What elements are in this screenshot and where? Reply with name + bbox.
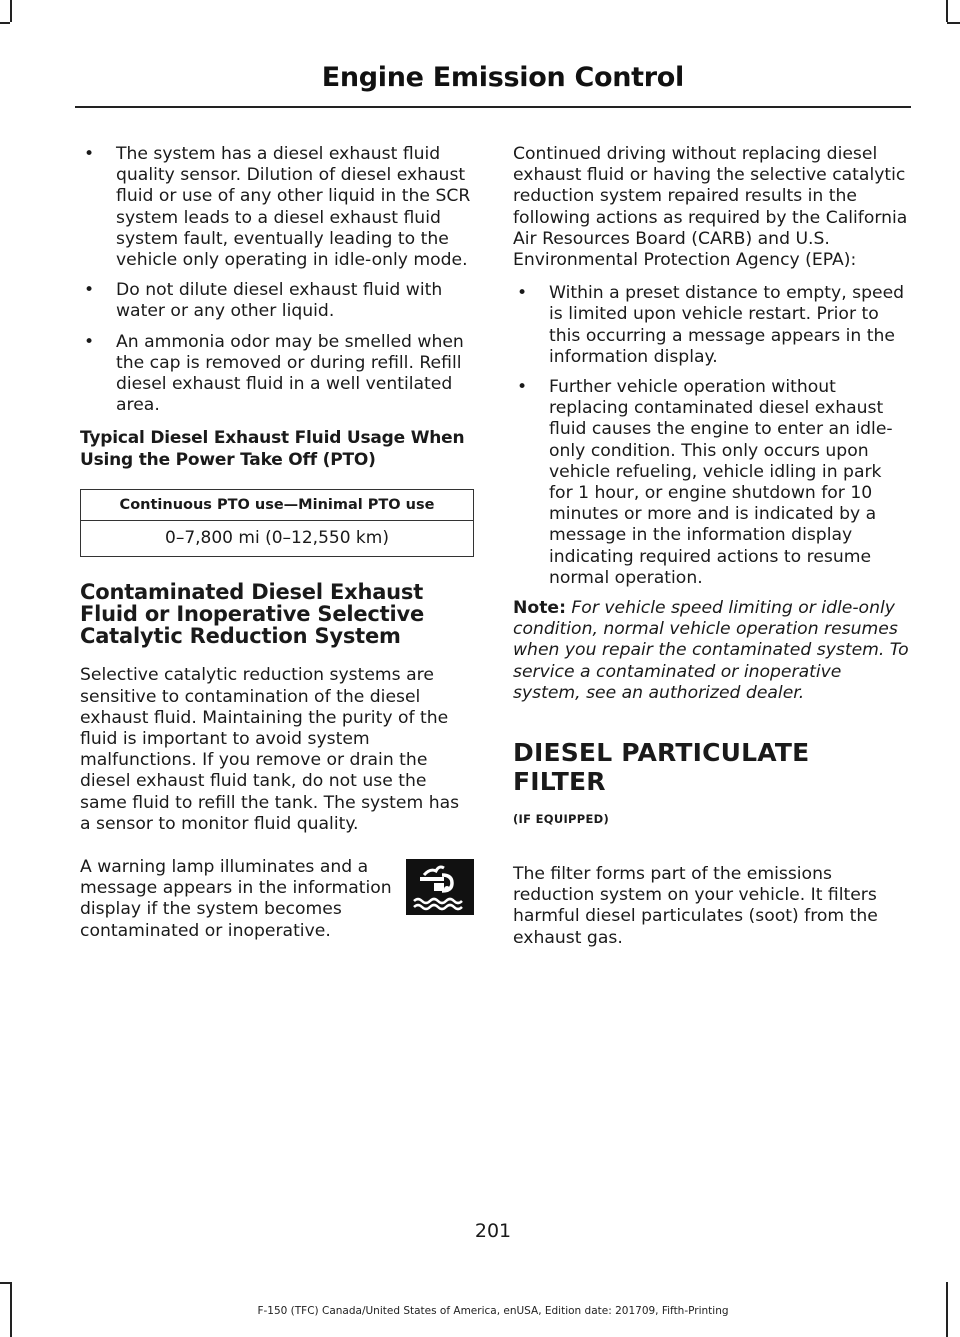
list-item: • Further vehicle operation without replacing contaminated diesel exhaust fluid causes the engine to enter an idle-only condition. This only occurs upon vehicle refueling, vehicle idling in park for 1 hour, or engine shutdown for 10 minutes or more and is indicated by a message in the information display indicating required actions to resume normal operation. <box>517 377 893 588</box>
note-label: Note: <box>513 598 566 619</box>
list-item: • The system has a diesel exhaust fluid quality sensor. Dilution of diesel exhaust fluid or use of any other liquid in the SCR system leads to a diesel exhaust fluid system fault, eventually leading to the vehicle only operating in idle-only mode. <box>84 144 471 271</box>
table-cell: 0–7,800 mi (0–12,550 km) <box>165 528 389 549</box>
left-bullet-list <box>80 144 474 416</box>
table-header: Continuous PTO use—Minimal PTO use <box>81 490 474 521</box>
dpf-paragraph: The filter forms part of the emissions reduction system on your vehicle. It filters harmful diesel particulates (soot) from the exhaust gas. <box>513 864 878 948</box>
right-bullet-list <box>513 283 909 589</box>
warning-block <box>80 857 474 942</box>
crop-mark <box>0 1282 10 1284</box>
dpf-subheading: (IF EQUIPPED) <box>513 812 610 827</box>
crop-mark <box>0 22 10 24</box>
footer: F-150 (TFC) Canada/United States of America, enUSA, Edition date: 201709, Fifth-Printing <box>257 1305 729 1317</box>
page-number: 201 <box>474 1220 512 1242</box>
pto-usage-table <box>80 489 474 557</box>
usage-heading: Typical Diesel Exhaust Fluid Usage When Using the Power Take Off (PTO) <box>80 428 465 470</box>
dpf-heading: DIESEL PARTICULATE FILTER <box>513 738 810 797</box>
intro-paragraph: Continued driving without replacing diesel exhaust fluid or having the selective catalytic reduction system repaired results in the following actions as required by the California Air Resources Board (CARB) and U.S. Environmental Protection Agency (EPA): <box>513 144 908 271</box>
diesel-exhaust-fluid-warning-icon <box>406 859 474 915</box>
crop-mark <box>946 0 948 22</box>
page-title: Engine Emission Control <box>321 62 684 93</box>
note <box>513 598 909 704</box>
right-column <box>513 144 909 949</box>
contamination-paragraph: Selective catalytic reduction systems are sensitive to contamination of the diesel exhaust fluid. Maintaining the purity of the fluid is important to avoid system malfunctions. If you remove or drain the diesel exhaust fluid tank, do not use the same fluid to refill the tank. The system has a sensor to monitor fluid quality. <box>80 665 460 834</box>
crop-mark <box>10 0 12 22</box>
section-heading: Contaminated Diesel Exhaust Fluid or Inoperative Selective Catalytic Reduction System <box>80 580 425 649</box>
note-text: For vehicle speed limiting or idle-only condition, normal vehicle operation resumes when you repair the contaminated system. To service a contaminated or inoperative system, see an authorized dealer. <box>513 598 909 703</box>
crop-mark <box>947 22 960 24</box>
table-row <box>81 521 474 557</box>
list-item: • Within a preset distance to empty, speed is limited upon vehicle restart. Prior to this occurring a message appears in the information display. <box>517 283 905 367</box>
header-rule <box>75 106 911 108</box>
list-item: • Do not dilute diesel exhaust fluid with water or any other liquid. <box>84 280 443 322</box>
left-column <box>80 144 474 942</box>
warning-text: A warning lamp illuminates and a message appears in the information display if the system becomes contaminated or inoperative. <box>80 857 392 941</box>
list-item: • An ammonia odor may be smelled when the cap is removed or during refill. Refill diesel exhaust fluid in a well ventilated area. <box>84 331 464 416</box>
